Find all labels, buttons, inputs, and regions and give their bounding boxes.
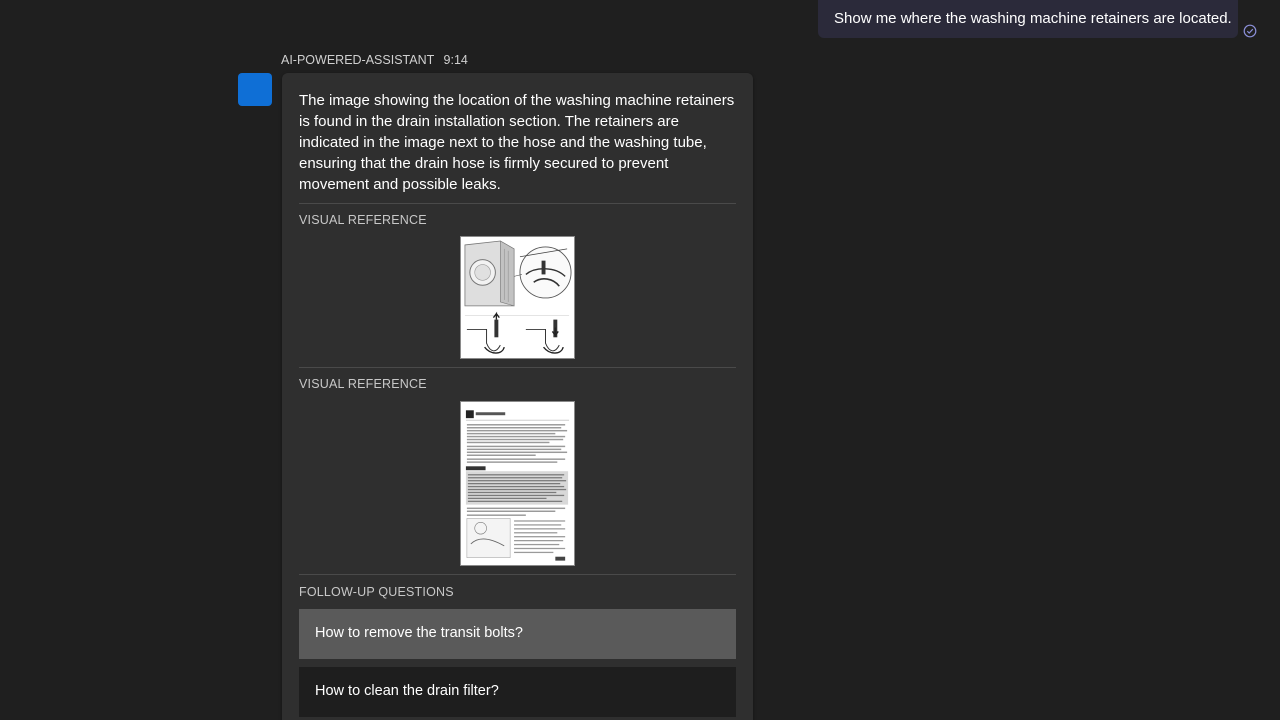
- user-message-bubble: [818, 0, 1238, 38]
- divider: [299, 203, 736, 204]
- assistant-avatar: [238, 73, 272, 106]
- answer-line: indicated in the image next to the hose and the washing tube,: [299, 134, 707, 151]
- read-check-icon: [1243, 24, 1257, 38]
- follow-up-button-drain-filter[interactable]: [299, 667, 736, 717]
- follow-up-button-transit-bolts[interactable]: [299, 609, 736, 659]
- follow-up-questions-label: FOLLOW-UP QUESTIONS: [299, 585, 454, 599]
- reference-image-washing-machine[interactable]: [460, 236, 575, 359]
- visual-reference-label: VISUAL REFERENCE: [299, 213, 427, 227]
- user-message-text: Show me where the washing machine retainers are located.: [834, 10, 1232, 27]
- follow-up-text: How to remove the transit bolts?: [315, 625, 523, 641]
- message-time: 9:14: [443, 53, 468, 67]
- follow-up-text: How to clean the drain filter?: [315, 683, 499, 699]
- answer-line: is found in the drain installation section. The retainers are: [299, 113, 679, 130]
- visual-reference-label: VISUAL REFERENCE: [299, 377, 427, 391]
- washing-machine-diagram-icon: [461, 237, 574, 358]
- manual-page-thumbnail-icon: [461, 402, 574, 565]
- answer-line: movement and possible leaks.: [299, 176, 501, 193]
- assistant-header: [281, 53, 468, 67]
- divider: [299, 574, 736, 575]
- answer-line: ensuring that the drain hose is firmly secured to prevent: [299, 155, 669, 172]
- reference-image-manual-page[interactable]: [460, 401, 575, 566]
- divider: [299, 367, 736, 368]
- answer-line: The image showing the location of the washing machine retainers: [299, 92, 735, 109]
- answer-text: [299, 90, 739, 195]
- assistant-name: AI-POWERED-ASSISTANT: [281, 53, 435, 67]
